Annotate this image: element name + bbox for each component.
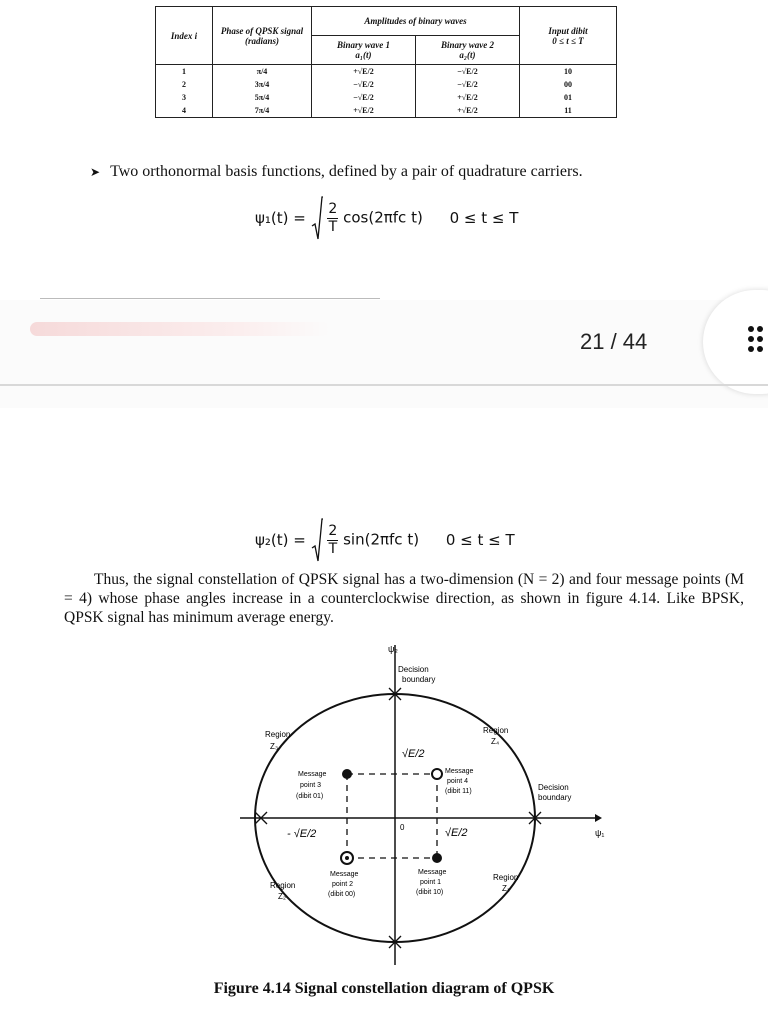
fraction-numerator: 2 [328,200,338,217]
equation-function: sin(2πfᴄ t) [343,530,420,549]
equation-condition: 0 ≤ t ≤ T [449,208,519,227]
decision-boundary-right-2: boundary [538,793,572,802]
equation-lhs: ψ₁(t) = [255,208,306,227]
cell-phase: 7π/4 [213,104,312,118]
region-z4-label: Region [483,726,509,735]
region-z1-sub: Z₁ [502,884,510,893]
header-wave2-symbol: a₂(t) [459,50,476,60]
header-wave2-label: Binary wave 2 [441,40,494,50]
header-amplitudes: Amplitudes of binary waves [312,7,520,36]
paragraph-text: Thus, the signal constellation of QPSK signal has a two-dimension (N = 2) and four message points (M = 4) whose phase angles increase in a counterclockwise direction, as shown in figure 4.14. Like BPSK, QPSK signal has minimum average energy. [64,571,744,626]
axis-label-psi2: ψ₂ [388,644,398,654]
page-footer-line [40,298,380,299]
equation-lhs: ψ₂(t) = [255,530,306,549]
message-point-1 [432,853,442,863]
axis-label-psi1: ψ₁ [595,828,605,838]
fraction [327,201,338,236]
decision-boundary-top: Decision [398,665,429,674]
document-page-upper [0,0,768,300]
header-wave1-label: Binary wave 1 [337,40,390,50]
region-z3-sub: Z₃ [270,742,279,751]
region-z2-label: Region [270,881,296,890]
cell-a1: +√E/2 [312,65,416,79]
header-wave2 [416,36,520,65]
table-row [156,104,617,118]
mp4-label-2: point 4 [447,778,469,785]
amplitude-label-h: √E/2 [445,827,468,839]
fraction-denominator: T [328,540,338,557]
mp3-label: Message [298,771,327,778]
mp1-label-2: point 1 [420,879,442,886]
more-vertical-icon[interactable] [748,326,768,356]
body-paragraph [64,570,744,627]
region-z3-label: Region [265,730,291,739]
message-point-4 [432,769,442,779]
sqrt-icon [311,196,323,240]
mp1-label: Message [418,869,447,876]
mp2-label: Message [330,871,359,878]
header-wave1-symbol: a₁(t) [355,50,372,60]
header-wave1 [312,36,416,65]
cell-index: 4 [156,104,213,118]
cell-phase: 5π/4 [213,91,312,104]
fraction-numerator: 2 [328,522,338,539]
mp2-label-2: point 2 [332,881,354,888]
equation-function: cos(2πfᴄ t) [343,208,423,227]
viewer-page-gap [0,300,768,408]
region-z1-label: Region [493,873,519,882]
qpsk-constellation-diagram [240,640,620,970]
header-phase: Phase of QPSK signal (radians) [213,7,312,65]
blurred-footer [30,322,330,336]
page-separator [0,384,768,386]
cell-index: 2 [156,78,213,91]
equation-condition: 0 ≤ t ≤ T [445,530,515,549]
cell-phase: π/4 [213,65,312,79]
decision-boundary-top-2: boundary [402,675,436,684]
mp1-label-3: (dibit 10) [416,889,444,896]
cell-dibit: 00 [520,78,617,91]
cell-index: 3 [156,91,213,104]
sqrt-icon [311,518,323,562]
qpsk-table [155,6,617,118]
figure-caption: Figure 4.14 Signal constellation diagram of QPSK [213,980,555,997]
message-point-3 [342,769,352,779]
mp3-label-3: (dibit 01) [296,793,324,800]
cell-dibit: 10 [520,65,617,79]
equation-psi2 [255,518,515,562]
mp4-label: Message [445,768,474,775]
header-dibit [520,7,617,65]
mp4-label-3: (dibit 11) [445,788,472,795]
header-dibit-label: Input dibit [548,25,588,36]
cell-a2: −√E/2 [416,78,520,91]
fraction-denominator: T [328,218,338,235]
header-index: Index i [156,7,213,65]
origin-label: 0 [400,823,405,832]
mp2-label-3: (dibit 00) [328,891,356,898]
cell-phase: 3π/4 [213,78,312,91]
bullet-point [90,163,583,181]
table-row [156,91,617,104]
axis-arrow-icon [595,814,602,822]
cell-a2: +√E/2 [416,104,520,118]
cell-index: 1 [156,65,213,79]
region-z4-sub: Z₄ [491,737,500,746]
cell-dibit: 01 [520,91,617,104]
bullet-text: Two orthonormal basis functions, defined by a pair of quadrature carriers. [110,163,583,180]
table-row [156,65,617,79]
decision-boundary-right: Decision [538,783,569,792]
cell-a2: +√E/2 [416,91,520,104]
page-indicator: 21 / 44 [580,329,648,354]
cell-a1: +√E/2 [312,104,416,118]
region-z2-sub: Z₂ [278,892,286,901]
amplitude-label-v: √E/2 [402,748,425,760]
cell-a1: −√E/2 [312,91,416,104]
fraction [327,523,338,558]
arrow-bullet-icon: ➤ [90,165,101,179]
mp3-label-2: point 3 [300,782,322,789]
cell-a1: −√E/2 [312,78,416,91]
equation-psi1 [255,196,518,240]
table-row [156,78,617,91]
cell-a2: −√E/2 [416,65,520,79]
header-dibit-range: 0 ≤ t ≤ T [552,35,584,46]
cell-dibit: 11 [520,104,617,118]
amplitude-label-neg: - √E/2 [287,828,317,840]
